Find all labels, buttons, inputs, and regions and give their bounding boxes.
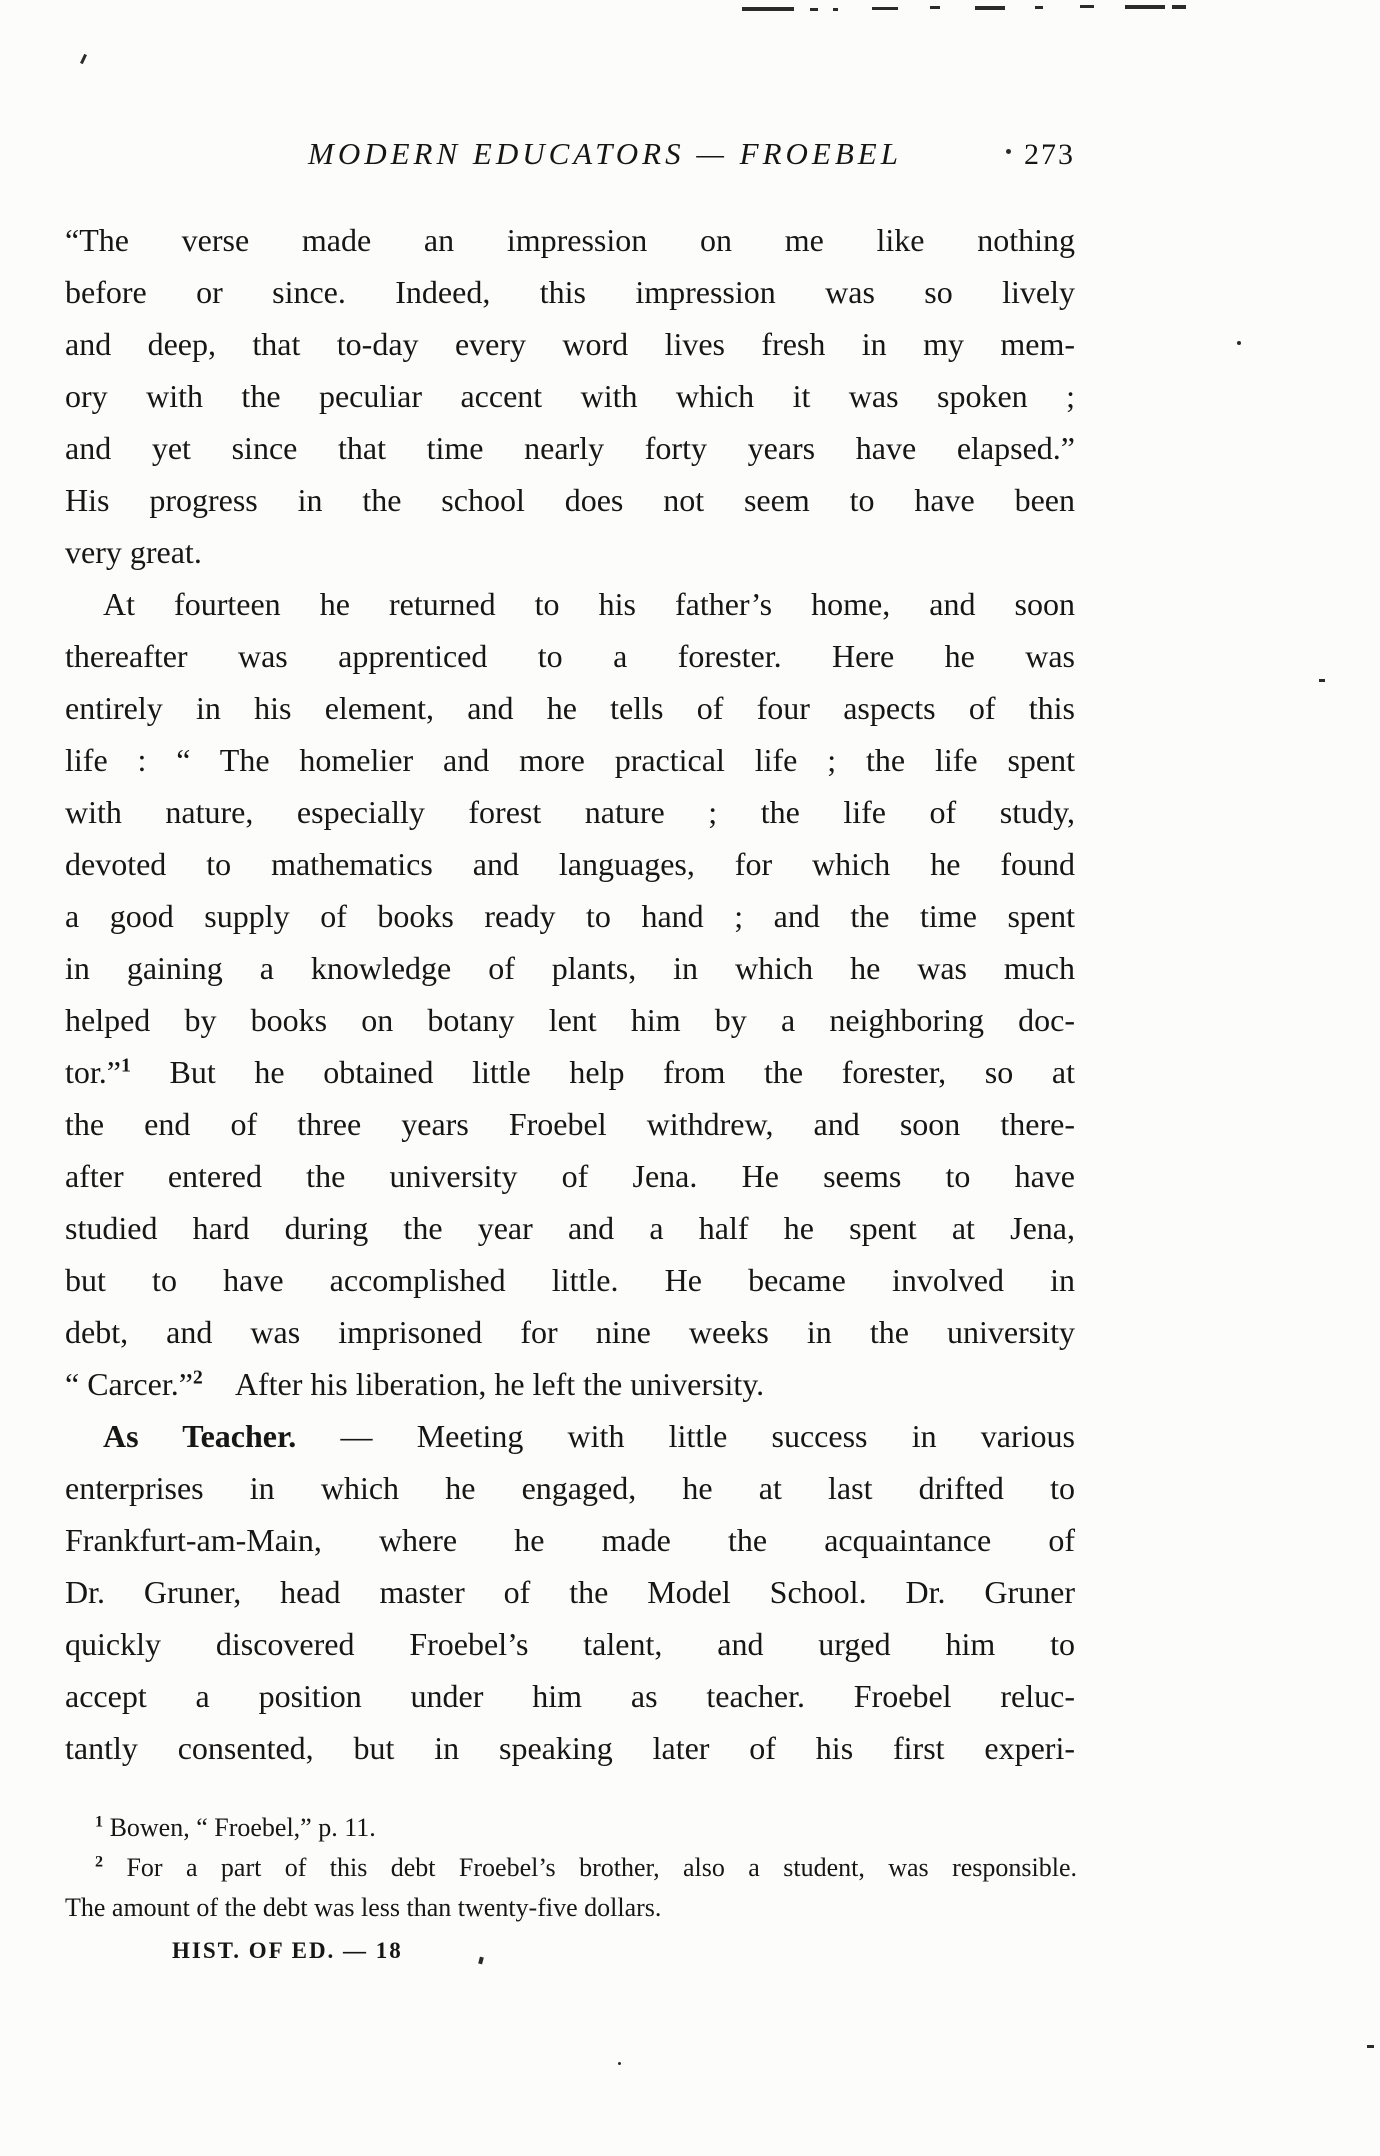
scan-artifact (930, 6, 940, 9)
scan-artifact (975, 6, 1005, 10)
scan-artifact (1125, 5, 1165, 9)
scan-artifact (618, 2062, 621, 2065)
text-line: tantly consented, but in speaking later of his first experi- (65, 1730, 1075, 1766)
footnote-2-text: For a part of this debt Froebel’s brother, also a student, was responsible. (103, 1853, 1077, 1882)
scan-artifact (872, 7, 898, 10)
text-line: Frankfurt-am-Main, where he made the acquaintance of (65, 1522, 1075, 1558)
text-line: with nature, especially forest nature ; the life of study, (65, 794, 1075, 830)
scan-artifact (1237, 341, 1241, 345)
footnote-1-marker: 1 (95, 1813, 104, 1831)
text-line: At fourteen he returned to his father’s home, and soon (103, 586, 1075, 622)
text-line: very great. (65, 534, 202, 570)
footnote-2-marker: 2 (95, 1853, 104, 1871)
scan-artifact (80, 54, 87, 64)
page-header (65, 136, 1075, 176)
footnote-1-text: Bowen, “ Froebel,” p. 11. (103, 1813, 376, 1842)
scan-artifact (833, 8, 838, 11)
paragraph-at-fourteen (65, 578, 1075, 1410)
printers-signature: HIST. OF ED. — 18 (172, 1938, 403, 1963)
text-line: and yet since that time nearly forty years have elapsed.” (65, 430, 1075, 466)
scan-artifact (1080, 5, 1094, 8)
text-line: quickly discovered Froebel’s talent, and urged him to (65, 1626, 1075, 1662)
paragraph-quote-continuation (65, 214, 1075, 578)
scan-artifact (1319, 679, 1325, 682)
scan-artifact (478, 1957, 484, 1965)
text-line: before or since. Indeed, this impression was so lively (65, 274, 1075, 310)
text-line: accept a position under him as teacher. Froebel reluc- (65, 1678, 1075, 1714)
text-line: devoted to mathematics and languages, for which he found (65, 846, 1075, 882)
text-line: tor.”$^1$ But he obtained little help from the forester, so at (65, 1054, 1075, 1090)
text-line: As Teacher. — Meeting with little success in various (103, 1418, 1076, 1454)
scan-artifact (742, 7, 794, 11)
text-line: “ Carcer.”$^2$ After his liberation, he left the university. (65, 1366, 765, 1402)
running-title: MODERN EDUCATORS — FROEBEL (308, 136, 902, 171)
text-line: helped by books on botany lent him by a neighboring doc- (65, 1002, 1075, 1038)
text-line: enterprises in which he engaged, he at last drifted to (65, 1470, 1075, 1506)
text-line: the end of three years Froebel withdrew, and soon there- (65, 1106, 1075, 1142)
text-line: “The verse made an impression on me like nothing (65, 222, 1075, 258)
text-line: life : “ The homelier and more practical life ; the life spent (65, 742, 1075, 778)
text-line: ory with the peculiar accent with which it was spoken ; (65, 378, 1075, 414)
text-line: debt, and was imprisoned for nine weeks in the university (65, 1314, 1075, 1350)
text-line: Dr. Gruner, head master of the Model School. Dr. Gruner (65, 1574, 1075, 1610)
text-line: in gaining a knowledge of plants, in which he was much (65, 950, 1075, 986)
text-line: His progress in the school does not seem to have been (65, 482, 1075, 518)
footnote-2 (65, 1848, 1077, 1888)
text-line: studied hard during the year and a half he spent at Jena, (65, 1210, 1075, 1246)
page-number: 273 (1024, 138, 1075, 171)
footnotes (65, 1808, 1077, 1928)
text-line: thereafter was apprenticed to a forester. Here he was (65, 638, 1075, 674)
scan-artifact (810, 8, 818, 11)
page-body (65, 214, 1075, 1774)
text-line: after entered the university of Jena. He seems to have (65, 1158, 1075, 1194)
scan-artifact (1035, 6, 1043, 9)
text-line: a good supply of books ready to hand ; and the time spent (65, 898, 1075, 934)
footnote-2-continued (65, 1888, 1077, 1928)
footnote-1 (65, 1808, 1077, 1848)
text-line: entirely in his element, and he tells of four aspects of this (65, 690, 1075, 726)
text-line: but to have accomplished little. He became involved in (65, 1262, 1075, 1298)
paragraph-as-teacher (65, 1410, 1075, 1774)
footnote-2-continued-text: The amount of the debt was less than twenty-five dollars. (65, 1893, 662, 1922)
scan-artifact (1172, 5, 1186, 9)
text-line: and deep, that to-day every word lives fresh in my mem- (65, 326, 1075, 362)
scan-artifact (1367, 2045, 1374, 2048)
